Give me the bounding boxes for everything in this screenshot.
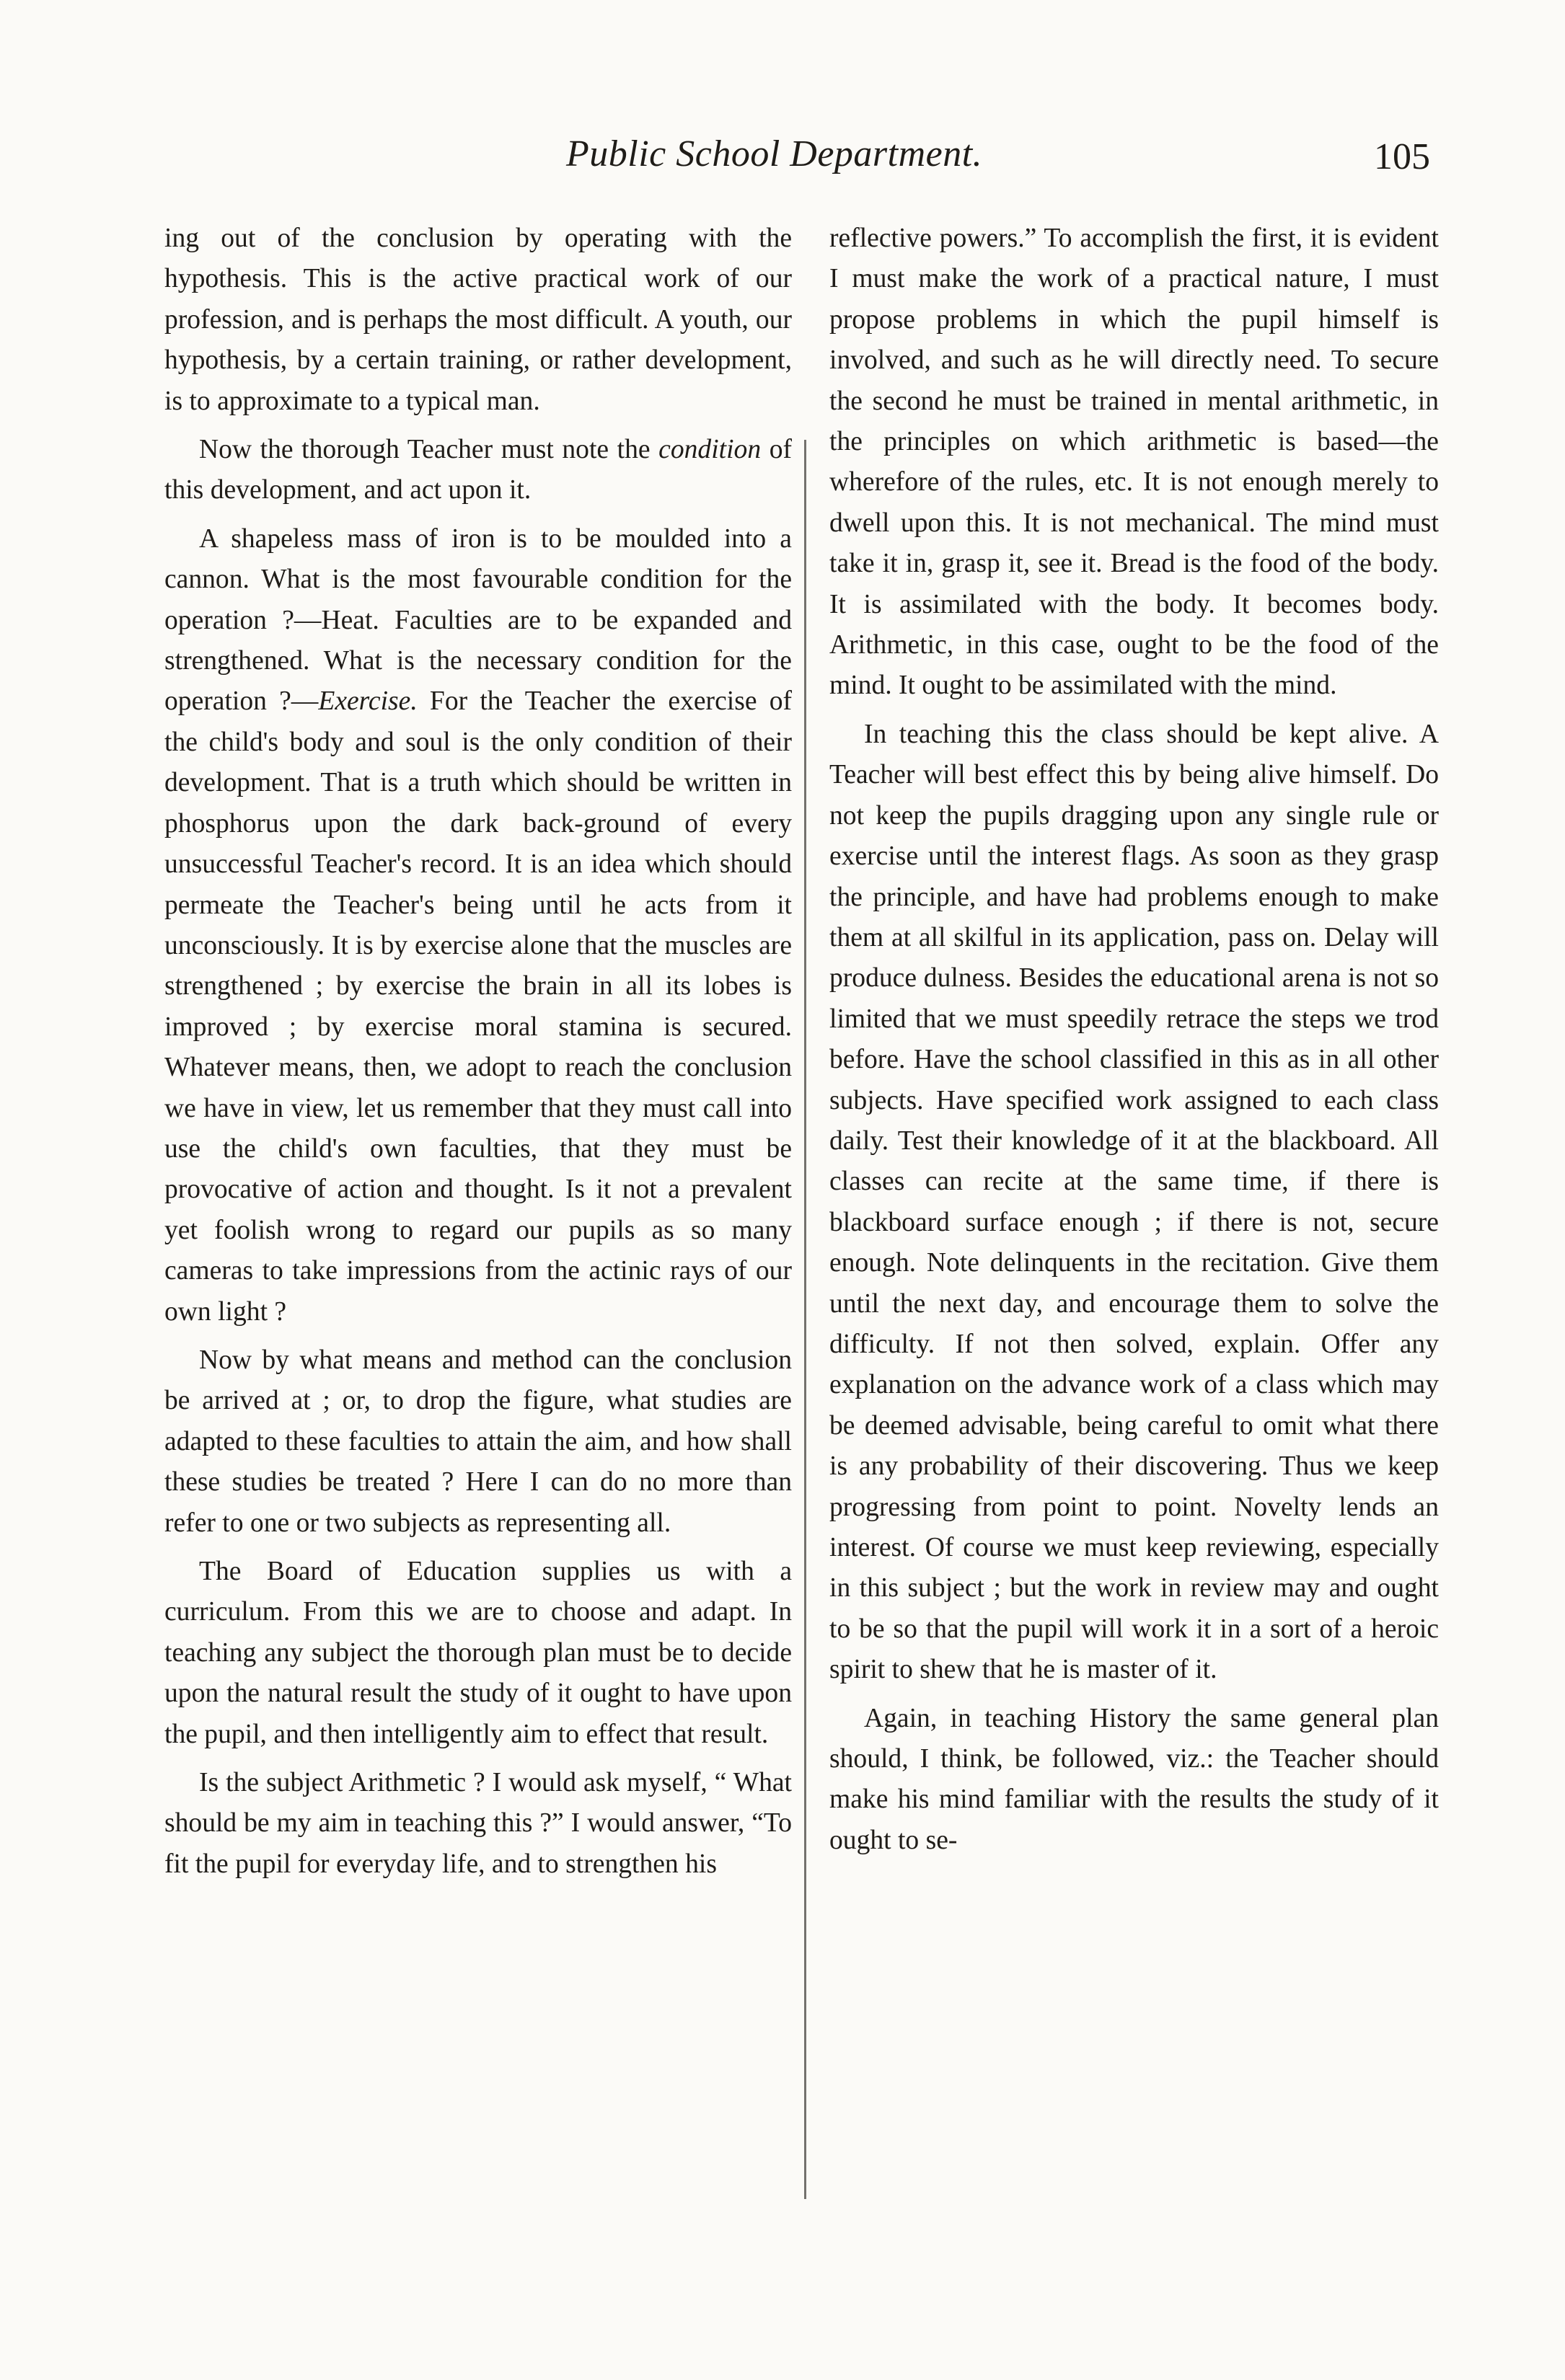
italic-text: Exercise.: [318, 686, 418, 717]
column-divider: [804, 440, 806, 2199]
paragraph: Is the subject Arithmetic ? I would ask myself, “ What should be my aim in teaching this ?” I would answer, “To fit the pupil for everyday life, and to strengthen his: [164, 1768, 792, 1879]
paragraph: [164, 519, 792, 1332]
italic-text: condition: [658, 435, 762, 465]
page-header: [0, 133, 1565, 190]
text-run: A shapeless mass of iron is to be moulded into a cannon. What is the most favourable condition for the operation ?—Heat. Faculties are to be expanded and strengthened. What is the necessary condition for the operation ?—: [164, 523, 792, 717]
paragraph: ing out of the conclusion by operating with the hypothesis. This is the active practical work of our profession, and is perhaps the most difficult. A youth, our hypothesis, by a certain training, or rather development, is to approximate to a typical man.: [164, 224, 792, 416]
paragraph: [164, 430, 792, 511]
paragraph: reflective powers.” To accomplish the first, it is evident I must make the work of a practical nature, I must propose problems in which the pupil himself is involved, and such as he will directly need. To secure the second he must be trained in mental arithmetic, in the principles on which arithmetic is based—the wherefore of the rules, etc. It is not enough merely to dwell upon this. It is not mechanical. The mind must take it in, grasp it, see it. Bread is the food of the body. It is assimilated with the body. It becomes body. Arithmetic, in this case, ought to be the food of the mind. It ought to be assimilated with the mind.: [829, 224, 1439, 701]
text-run: For the Teacher the exercise of the child's body and soul is the only condition of their development. That is a truth which should be written in phosphorus upon the dark back-ground of every unsuccessful Teacher's record. It is an idea which should permeate the Teacher's being until he acts from it unconsciously. It is by exercise alone that the muscles are strengthened ; by exercise the brain in all its lobes is improved ; by exercise moral stamina is secured. Whatever means, then, we adopt to reach the conclusion we have in view, let us remember that they must call into use the child's own faculties, that they must be provocative of action and thought. Is it not a prevalent yet foolish wrong to regard our pupils as so many cameras to take impressions from the actinic rays of our own light ?: [164, 686, 792, 1327]
paragraph: Again, in teaching History the same general plan should, I think, be followed, viz.: the Teacher should make his mind familiar with the results the study of it ought to se-: [829, 1703, 1439, 1855]
text-run: of this development, and act upon it.: [164, 435, 793, 505]
page-number: 105: [1374, 136, 1430, 177]
right-column: [829, 218, 1439, 1861]
running-title: Public School Department.: [566, 133, 983, 174]
left-column: [164, 218, 792, 1885]
text-run: Now the thorough Teacher must note the: [199, 435, 659, 465]
paragraph: In teaching this the class should be kept alive. A Teacher will best effect this by being alive himself. Do not keep the pupils dragging upon any single rule or exercise until the interest flags. As soon as they grasp the principle, and have had problems enough to make them at all skilful in its application, pass on. Delay will produce dulness. Besides the educational arena is not so limited that we must speedily retrace the steps we trod before. Have the school classified in this as in all other subjects. Have specified work assigned to each class daily. Test their knowledge of it at the blackboard. All classes can recite at the same time, if there is blackboard surface enough ; if there is not, secure enough. Note delinquents in the recitation. Give them until the next day, and encourage them to solve the difficulty. If not then solved, explain. Offer any explanation on the advance work of a class which may be deemed advisable, being careful to omit what there is any probability of their discovering. Thus we keep progressing from point to point. Novelty lends an interest. Of course we must keep reviewing, especially in this subject ; but the work in review may and ought to be so that the pupil will work it in a sort of a heroic spirit to shew that he is master of it.: [829, 719, 1439, 1685]
paragraph: Now by what means and method can the conclusion be arrived at ; or, to drop the figure, what studies are adapted to these faculties to attain the aim, and how shall these studies be treated ? Here I can do no more than refer to one or two subjects as representing all.: [164, 1345, 792, 1538]
paragraph: The Board of Education supplies us with a curriculum. From this we are to choose and adapt. In teaching any subject the thorough plan must be to decide upon the natural result the study of it ought to have upon the pupil, and then intelligently aim to effect that result.: [164, 1557, 792, 1749]
